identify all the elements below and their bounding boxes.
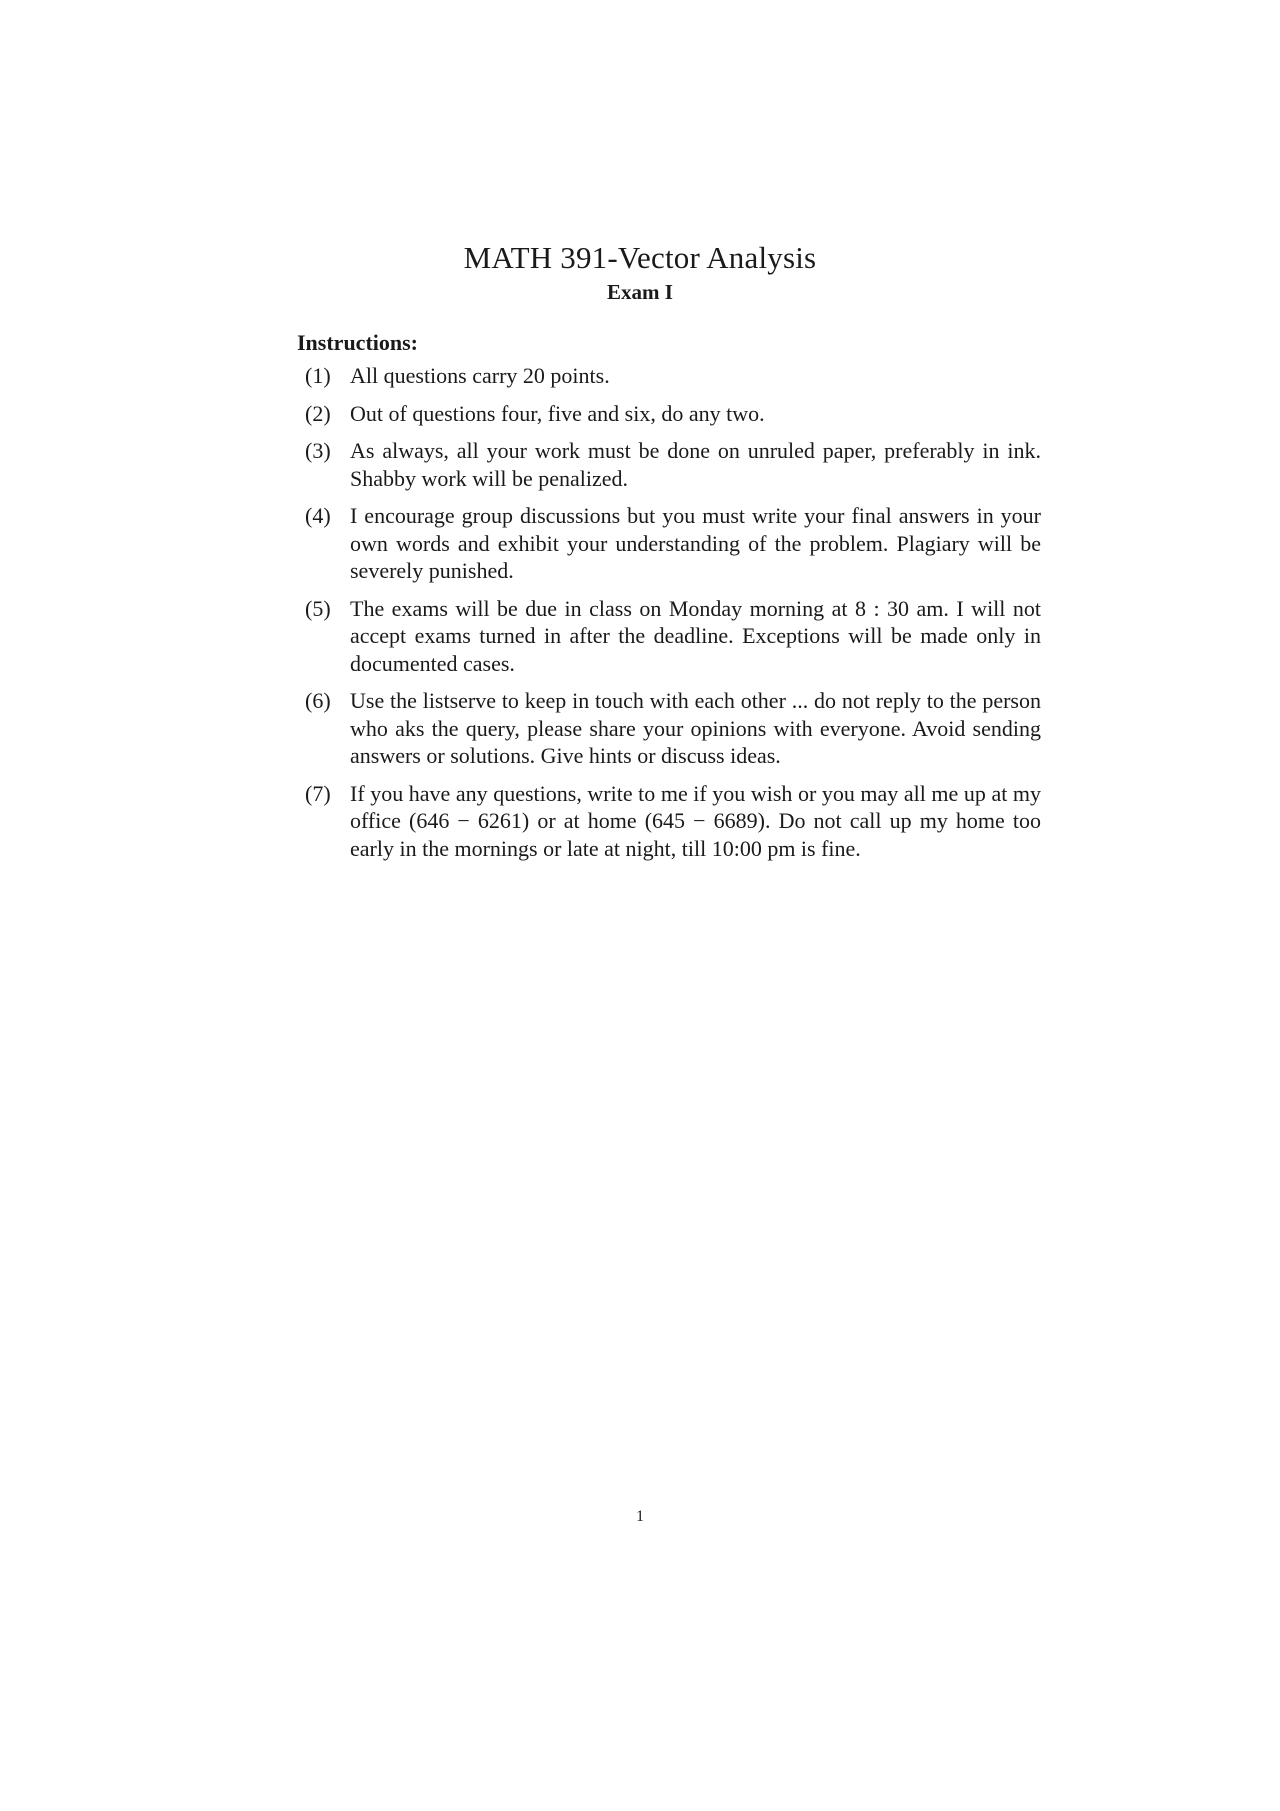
instruction-text: The exams will be due in class on Monday morning at 8 : 30 am. I will not accept exams turned in after the deadline. Exceptions will be made only in documented cases. [350, 595, 1041, 676]
instruction-text: All questions carry 20 points. [350, 363, 610, 388]
instruction-number: (3) [305, 438, 331, 463]
instruction-number: (7) [305, 780, 331, 806]
instruction-item [305, 362, 1041, 390]
instruction-text: As always, all your work must be done on unruled paper, preferably in ink. Shabby work will be penalized. [350, 438, 1041, 491]
instruction-item [305, 687, 1041, 770]
instruction-text: I encourage group discussions but you must write your final answers in your own words and exhibit your understanding of the problem. Plagiary will be severely punished. [350, 503, 1041, 583]
instruction-text: Out of questions four, five and six, do any two. [350, 400, 765, 426]
page-number: 1 [636, 1508, 644, 1525]
instruction-number: (2) [305, 400, 331, 426]
instruction-item [305, 437, 1041, 492]
instruction-number: (1) [305, 363, 331, 388]
instructions-heading: Instructions: [297, 330, 419, 355]
instruction-item [305, 400, 1041, 428]
document-title: MATH 391-Vector Analysis [463, 240, 817, 275]
instruction-number: (6) [305, 688, 331, 713]
instruction-item [305, 595, 1041, 678]
document-subtitle: Exam I [607, 280, 673, 304]
instruction-text: If you have any questions, write to me if you wish or you may all me up at my office (646 − 6261) or at home (645 − 6689). Do not call up my home too early in the mornings or late at night, till 10:00 pm is fine. [350, 780, 1041, 861]
instruction-number: (4) [305, 503, 331, 528]
instruction-item [305, 502, 1041, 585]
instruction-item [305, 780, 1041, 863]
instruction-number: (5) [305, 595, 331, 621]
instructions-list [305, 362, 1041, 872]
instruction-text: Use the listserve to keep in touch with each other ... do not reply to the person who aks the query, please share your opinions with everyone. Avoid sending answers or solutions. Give hints or discuss ideas. [350, 688, 1041, 768]
